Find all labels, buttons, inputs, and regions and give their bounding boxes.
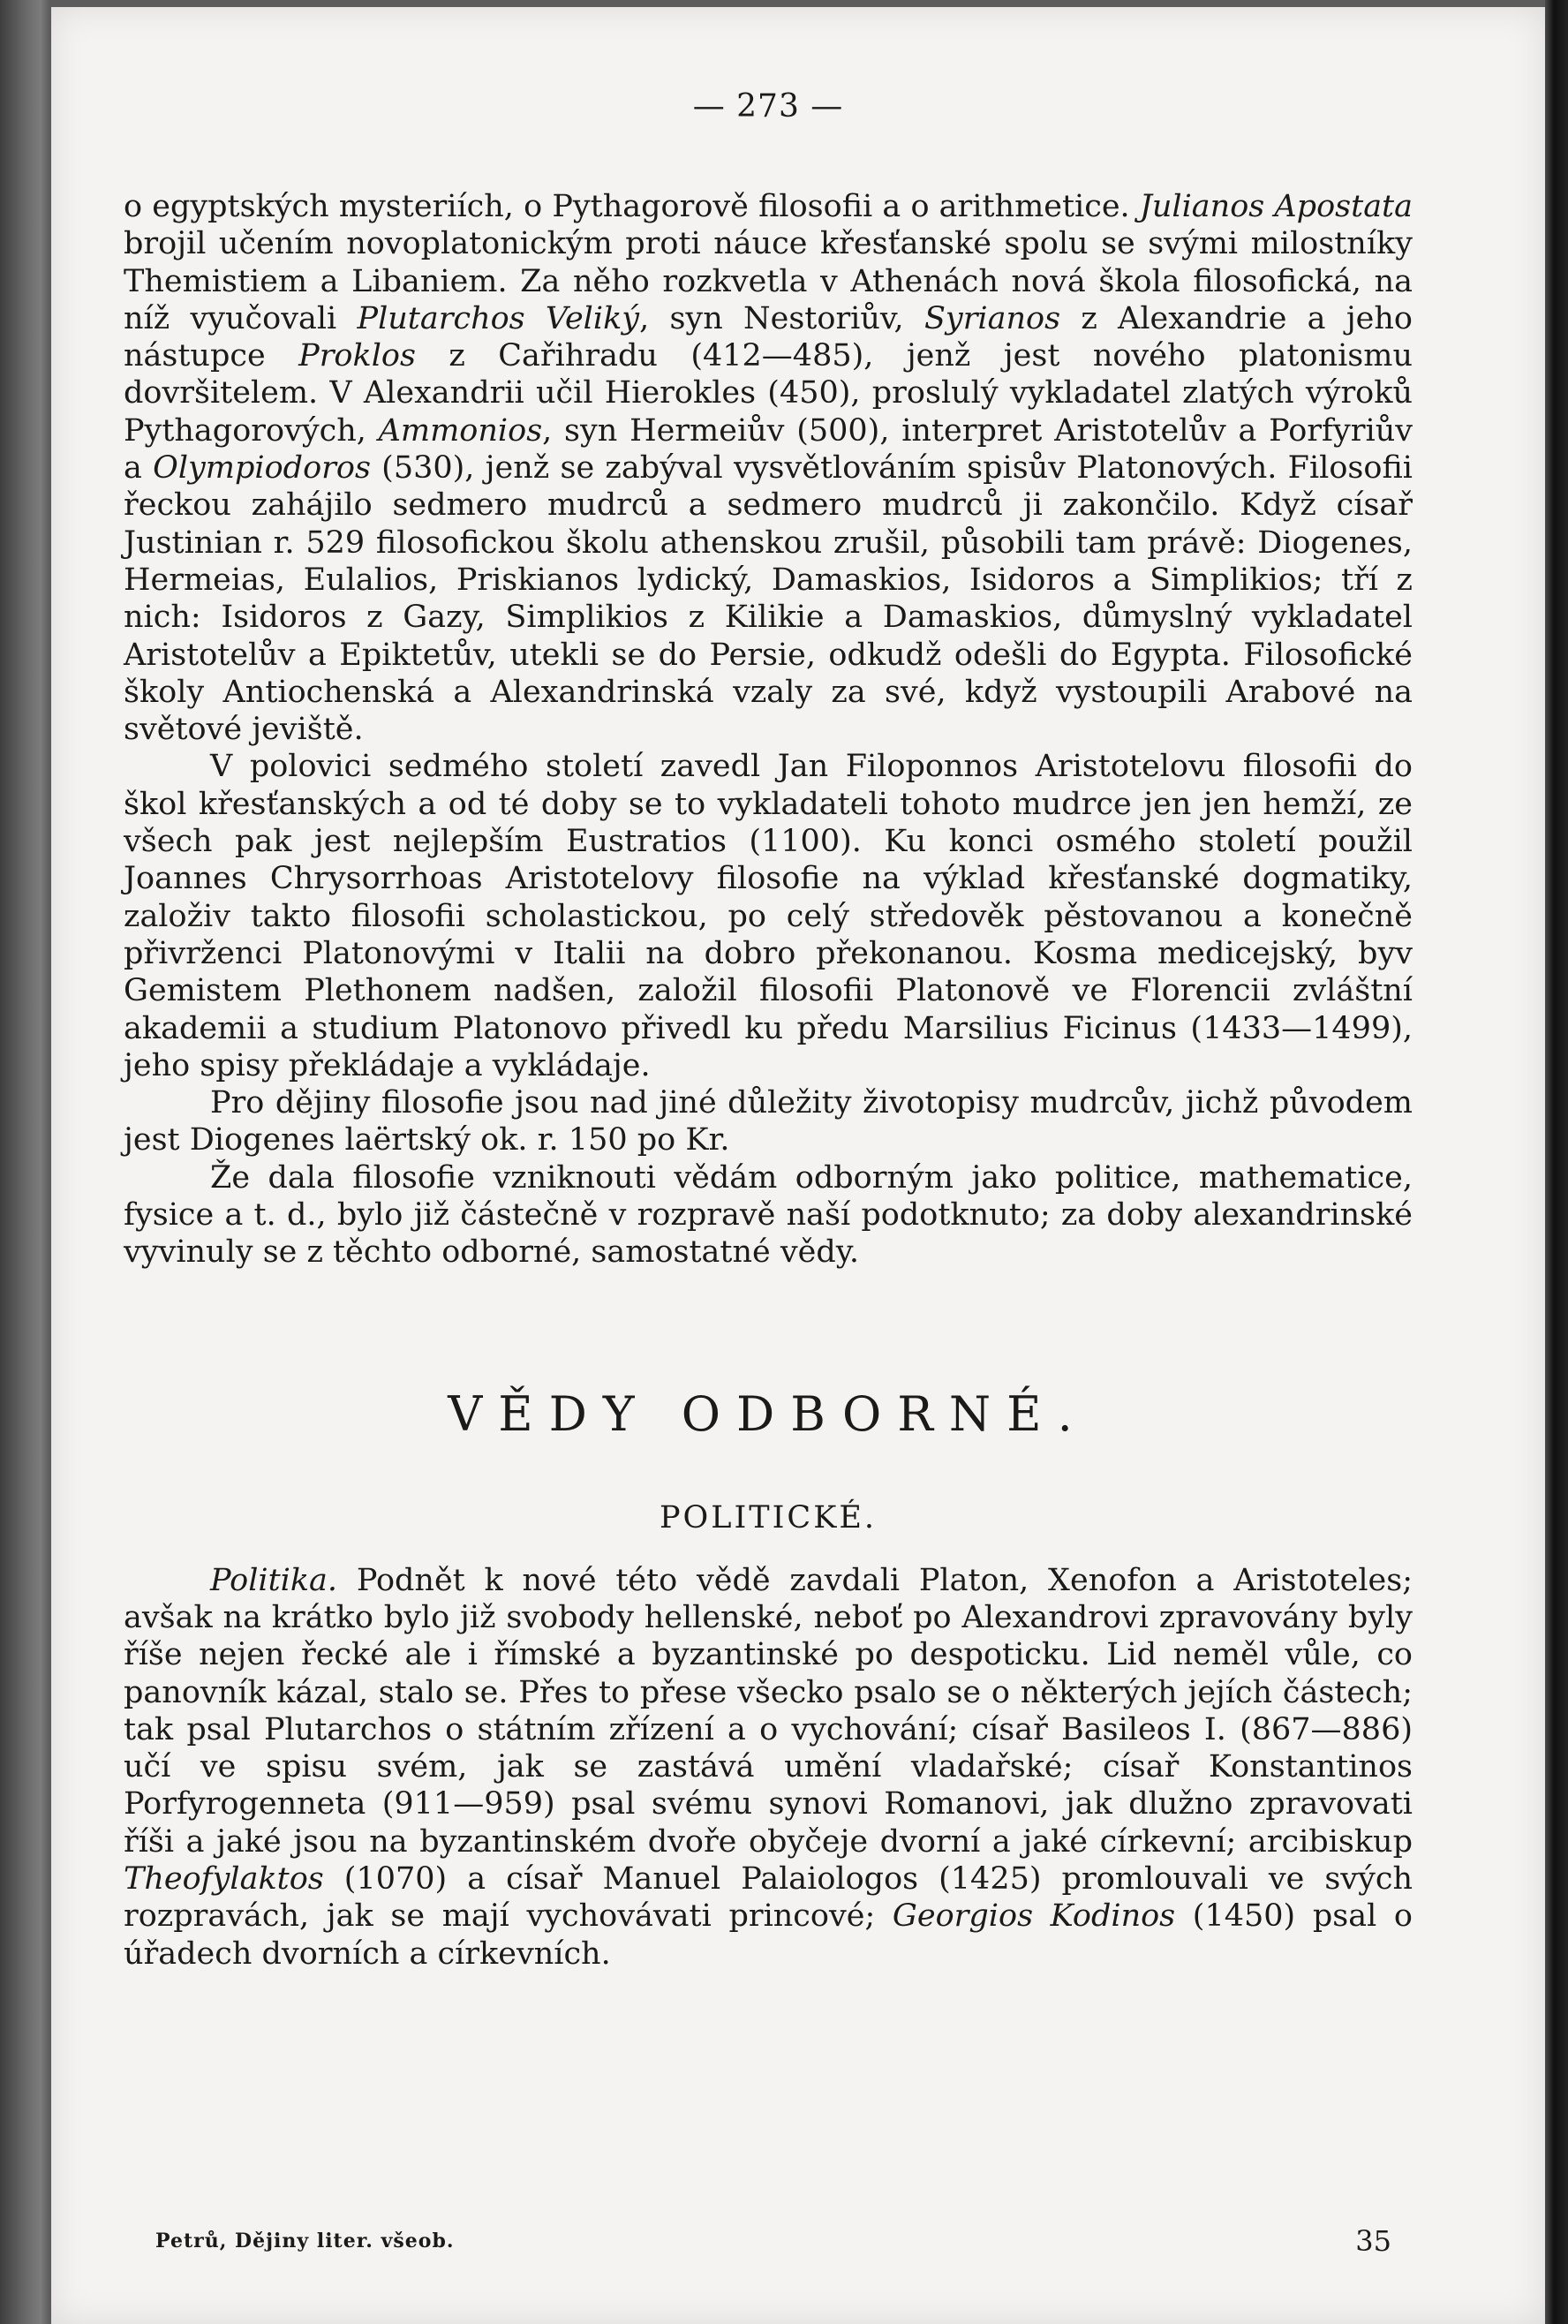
paragraph [124,1159,1413,1271]
section-title: VĚDY ODBORNÉ. [448,1385,1089,1442]
italic-name: Julianos Apostata [1139,189,1413,224]
paragraph [124,188,1413,748]
page-content [124,88,1413,1973]
text-run: (530), jenž se zabýval vysvětlováním spisův Platonových. Filosofii řeckou zahájilo sedmero mudrců a sedmero mudrců ji zakončilo. Když císař Justinian r. 529 filosofickou školu athenskou zrušil, působili tam právě: Diogenes, Hermeias, Eulalios, Priskianos lydický, Damaskios, Isidoros a Simplikios; tří z nich: Isidoros z Gazy, Simplikios z Kilikie a Damaskios, důmyslný vykladatel Aristotelův a Epiktetův, utekli se do Persie, odkudž odešli do Egypta. Filosofické školy Antiochenská a Alexandrinská vzaly za své, když vystoupili Arabové na světové jeviště. [124,450,1413,748]
italic-name: Olympiodoros [153,450,371,487]
text-run: o egyptských mysteriích, o Pythagorově filosofii a o arithmetice. [124,189,1140,224]
subsection-title: POLITICKÉ. [659,1499,878,1536]
text-block-after [124,1562,1413,1973]
page-footer [155,2224,1391,2258]
paragraph [124,1084,1413,1159]
italic-name: Politika. [210,1562,338,1598]
italic-name: Georgios Kodinos [892,1898,1176,1935]
text-run: Že dala filosofie vzniknouti vědám odborným jako politice, mathematice, fysice a t. d., bylo již částečně v rozpravě naší podotknuto; za doby alexandrinské vyvinuly se z těchto odborné, samostatné vědy. [124,1159,1413,1271]
italic-name: Syrianos [923,300,1061,336]
text-run: Podnět k nové této vědě zavdali Platon, Xenofon a Aristoteles; avšak na krátko bylo již svobody hellenské, neboť po Alexandrovi zpravovány byly říše nejen řecké ale i římské a byzantinské po despoticku. Lid neměl vůle, co panovník kázal, stalo se. Přes to přese všecko psalo se o některých jejích částech; tak psal Plutarchos o státním zřízení a o vychování; císař Basileos I. (867—886) učí ve spisu svém, jak se zastává umění vladařské; císař Konstantinos Porfyrogenneta (911—959) psal svému synovi Romanovi, jak dlužno zpravovati říši a jaké jsou na byzantinském dvoře obyčeje dvorní a jaké církevní; arcibiskup [124,1562,1413,1860]
text-run: (1450) psal o úřadech dvorních a církevních. [124,1898,1413,1972]
italic-name: Proklos [298,338,416,374]
text-run: , syn Hermeiův (500), interpret Aristotelův a Porfyriův a [124,412,1413,487]
italic-name: Ammonios [378,412,543,449]
page-edge-shadow [1545,0,1568,2324]
text-run: z Alexandrie a jeho nástupce [124,300,1413,374]
footer-book-title: Petrů, Dějiny liter. všeob. [155,2230,455,2252]
text-run: (1070) a císař Manuel Palaiologos (1425) promlouvali ve svých rozpravách, jak se mají vychovávati princové; [124,1860,1413,1935]
paragraph [124,748,1413,1084]
text-run: brojil učením novoplatonickým proti náuce křesťanské spolu se svými milostníky Themistiem a Libaniem. Za něho rozkvetla v Athenách nová škola filosofická, na níž vyučovali [124,226,1413,336]
paragraph [124,1562,1413,1973]
text-run: V polovici sedmého století zavedl Jan Filoponnos Aristotelovu filosofii do škol křesťanských a od té doby se to vykladateli tohoto mudrce jen jen hemží, ze všech pak jest nejlepším Eustratios (1100). Ku konci osmého století použil Joannes Chrysorrhoas Aristotelovy filosofie na výklad křesťanské dogmatiky, založiv takto filosofii scholastickou, po celý středověk pěstovanou a konečně přivrženci Platonovými v Italii na dobro překonanou. Kosma medicejský, byv Gemistem Plethonem nadšen, založil filosofii Platonově ve Florencii zvláštní akademii a studium Platonovo přivedl ku předu Marsilius Ficinus (1433—1499), jeho spisy překládaje a vykládaje. [124,749,1413,1083]
page-number: — 273 — [692,88,844,124]
italic-name: Plutarchos Veliký [357,300,640,336]
italic-name: Theofylaktos [124,1860,324,1897]
text-run: z Cařihradu (412—485), jenž jest nového platonismu dovršitelem. V Alexandrii učil Hierokles (450), proslulý vykladatel zlatých výroků Pythagorových, [124,338,1413,449]
text-run: , syn Nestoriův, [639,300,924,336]
footer-signature-mark: 35 [1355,2224,1391,2258]
text-block-before [124,188,1413,1271]
text-run: Pro dějiny filosofie jsou nad jiné důležity životopisy mudrcův, jichž původem jest Diogenes laërtský ok. r. 150 po Kr. [124,1085,1413,1158]
